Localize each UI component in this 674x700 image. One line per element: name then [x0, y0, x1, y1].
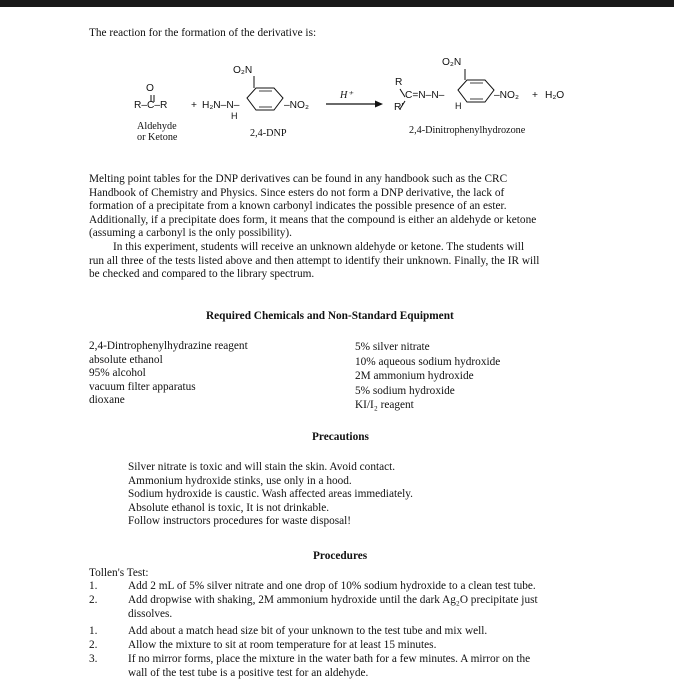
equipment-item: 95% alcohol	[89, 367, 146, 380]
precaution-item: Ammonium hydroxide stinks, use only in a hood.	[128, 474, 352, 487]
step-text: Add about a match head size bit of your unknown to the test tube and mix well.	[128, 625, 488, 637]
paragraph-2	[89, 241, 539, 282]
step-text: dissolves.	[128, 608, 173, 620]
precautions-heading: Precautions	[312, 431, 369, 443]
step-number: 1.	[89, 580, 98, 592]
equipment-heading: Required Chemicals and Non-Standard Equipment	[206, 310, 454, 322]
paragraph-1-line: Additionally, if a precipitate does form, it means that the compound is either an aldehyde or ketone	[89, 213, 537, 226]
label-aldehyde: Aldehyde	[137, 121, 177, 132]
nitro-group-top-right: O₂N	[442, 57, 462, 68]
paragraph-1-line: Handbook of Chemistry and Physics. Since esters do not form a DNP derivative, the lack of	[89, 186, 505, 199]
procedures-heading: Procedures	[313, 550, 368, 562]
paragraph-1-line: (assuming a carbonyl is the only possibility).	[89, 227, 293, 240]
paragraph-1-line: formation of a precipitate from a known carbonyl indicates the possible presence of an ester.	[89, 200, 507, 213]
document-page	[0, 7, 674, 700]
acid-catalyst: H⁺	[340, 90, 353, 101]
precaution-item: Sodium hydroxide is caustic. Wash affected areas immediately.	[128, 488, 413, 501]
plus-sign-2: +	[532, 90, 538, 101]
imine-group: C=N–N–	[405, 90, 445, 101]
step-text: Add 2 mL of 5% silver nitrate and one drop of 10% sodium hydroxide to a clean test tube.	[128, 580, 536, 592]
nitro-group-top-left: O₂N	[233, 65, 253, 76]
reaction-arrow	[326, 100, 384, 108]
equipment-item: KI/I₂ reagent	[355, 399, 414, 412]
step-text: wall of the test tube is a positive test for an aldehyde.	[128, 667, 369, 679]
label-product: 2,4-Dinitrophenylhydrozone	[409, 125, 526, 136]
paragraph-2-line: run all three of the tests listed above and then attempt to identify their unknown. Finally, the IR will	[89, 254, 540, 267]
paragraph-1-line: Melting point tables for the DNP derivatives can be found in any handbook such as the CRC	[89, 173, 508, 185]
step-text: Add dropwise with shaking, 2M ammonium hydroxide until the dark Ag₂O precipitate just	[128, 594, 538, 606]
nitro-group-right-product: –NO₂	[494, 90, 519, 101]
hydrazine-h: H	[231, 111, 238, 121]
equipment-item: 2,4-Dintrophenylhydrazine reagent	[89, 340, 248, 352]
water: H₂O	[545, 90, 565, 101]
label-or-ketone: or Ketone	[137, 132, 178, 143]
step-number: 2.	[89, 639, 98, 651]
equipment-item: 5% silver nitrate	[355, 341, 430, 353]
equipment-left-list	[89, 340, 248, 408]
paragraph-2-line: In this experiment, students will receive an unknown aldehyde or ketone. The students will	[113, 241, 525, 253]
plus-sign: +	[191, 100, 197, 111]
equipment-item: 2M ammonium hydroxide	[355, 370, 474, 383]
nitro-group-right-left: –NO₂	[284, 100, 309, 111]
step-text: If no mirror forms, place the mixture in the water bath for a few minutes. A mirror on the	[128, 653, 531, 665]
r-group-bottom: R'	[394, 102, 404, 113]
label-dnp: 2,4-DNP	[250, 128, 287, 139]
equipment-item: vacuum filter apparatus	[89, 380, 196, 393]
carbonyl-oxygen: O	[146, 83, 154, 94]
step-number: 3.	[89, 653, 98, 665]
step-number: 1.	[89, 625, 98, 637]
hydrazine-group: H₂N–N–	[202, 100, 240, 111]
equipment-item: dioxane	[89, 394, 125, 407]
product-h: H	[455, 101, 462, 111]
carbonyl-compound: R–C–R	[134, 100, 168, 111]
precaution-item: Follow instructors procedures for waste disposal!	[128, 515, 352, 528]
precautions-list	[128, 461, 413, 529]
step-text: Allow the mixture to sit at room temperature for at least 15 minutes.	[128, 639, 437, 651]
r-group-top: R	[395, 77, 403, 88]
intro-text: The reaction for the formation of the derivative is:	[89, 27, 317, 39]
step-number: 2.	[89, 594, 98, 606]
equipment-item: 10% aqueous sodium hydroxide	[355, 355, 501, 368]
paragraph-1	[89, 173, 536, 241]
precaution-item: Absolute ethanol is toxic, It is not drinkable.	[128, 501, 330, 514]
top-border	[0, 0, 674, 7]
precaution-item: Silver nitrate is toxic and will stain the skin. Avoid contact.	[128, 461, 396, 473]
equipment-item: 5% sodium hydroxide	[355, 384, 455, 397]
equipment-item: absolute ethanol	[89, 353, 163, 366]
equipment-right-list	[355, 340, 500, 413]
tollens-heading: Tollen's Test:	[89, 567, 149, 579]
paragraph-2-line: be checked and compared to the library spectrum.	[89, 268, 315, 281]
